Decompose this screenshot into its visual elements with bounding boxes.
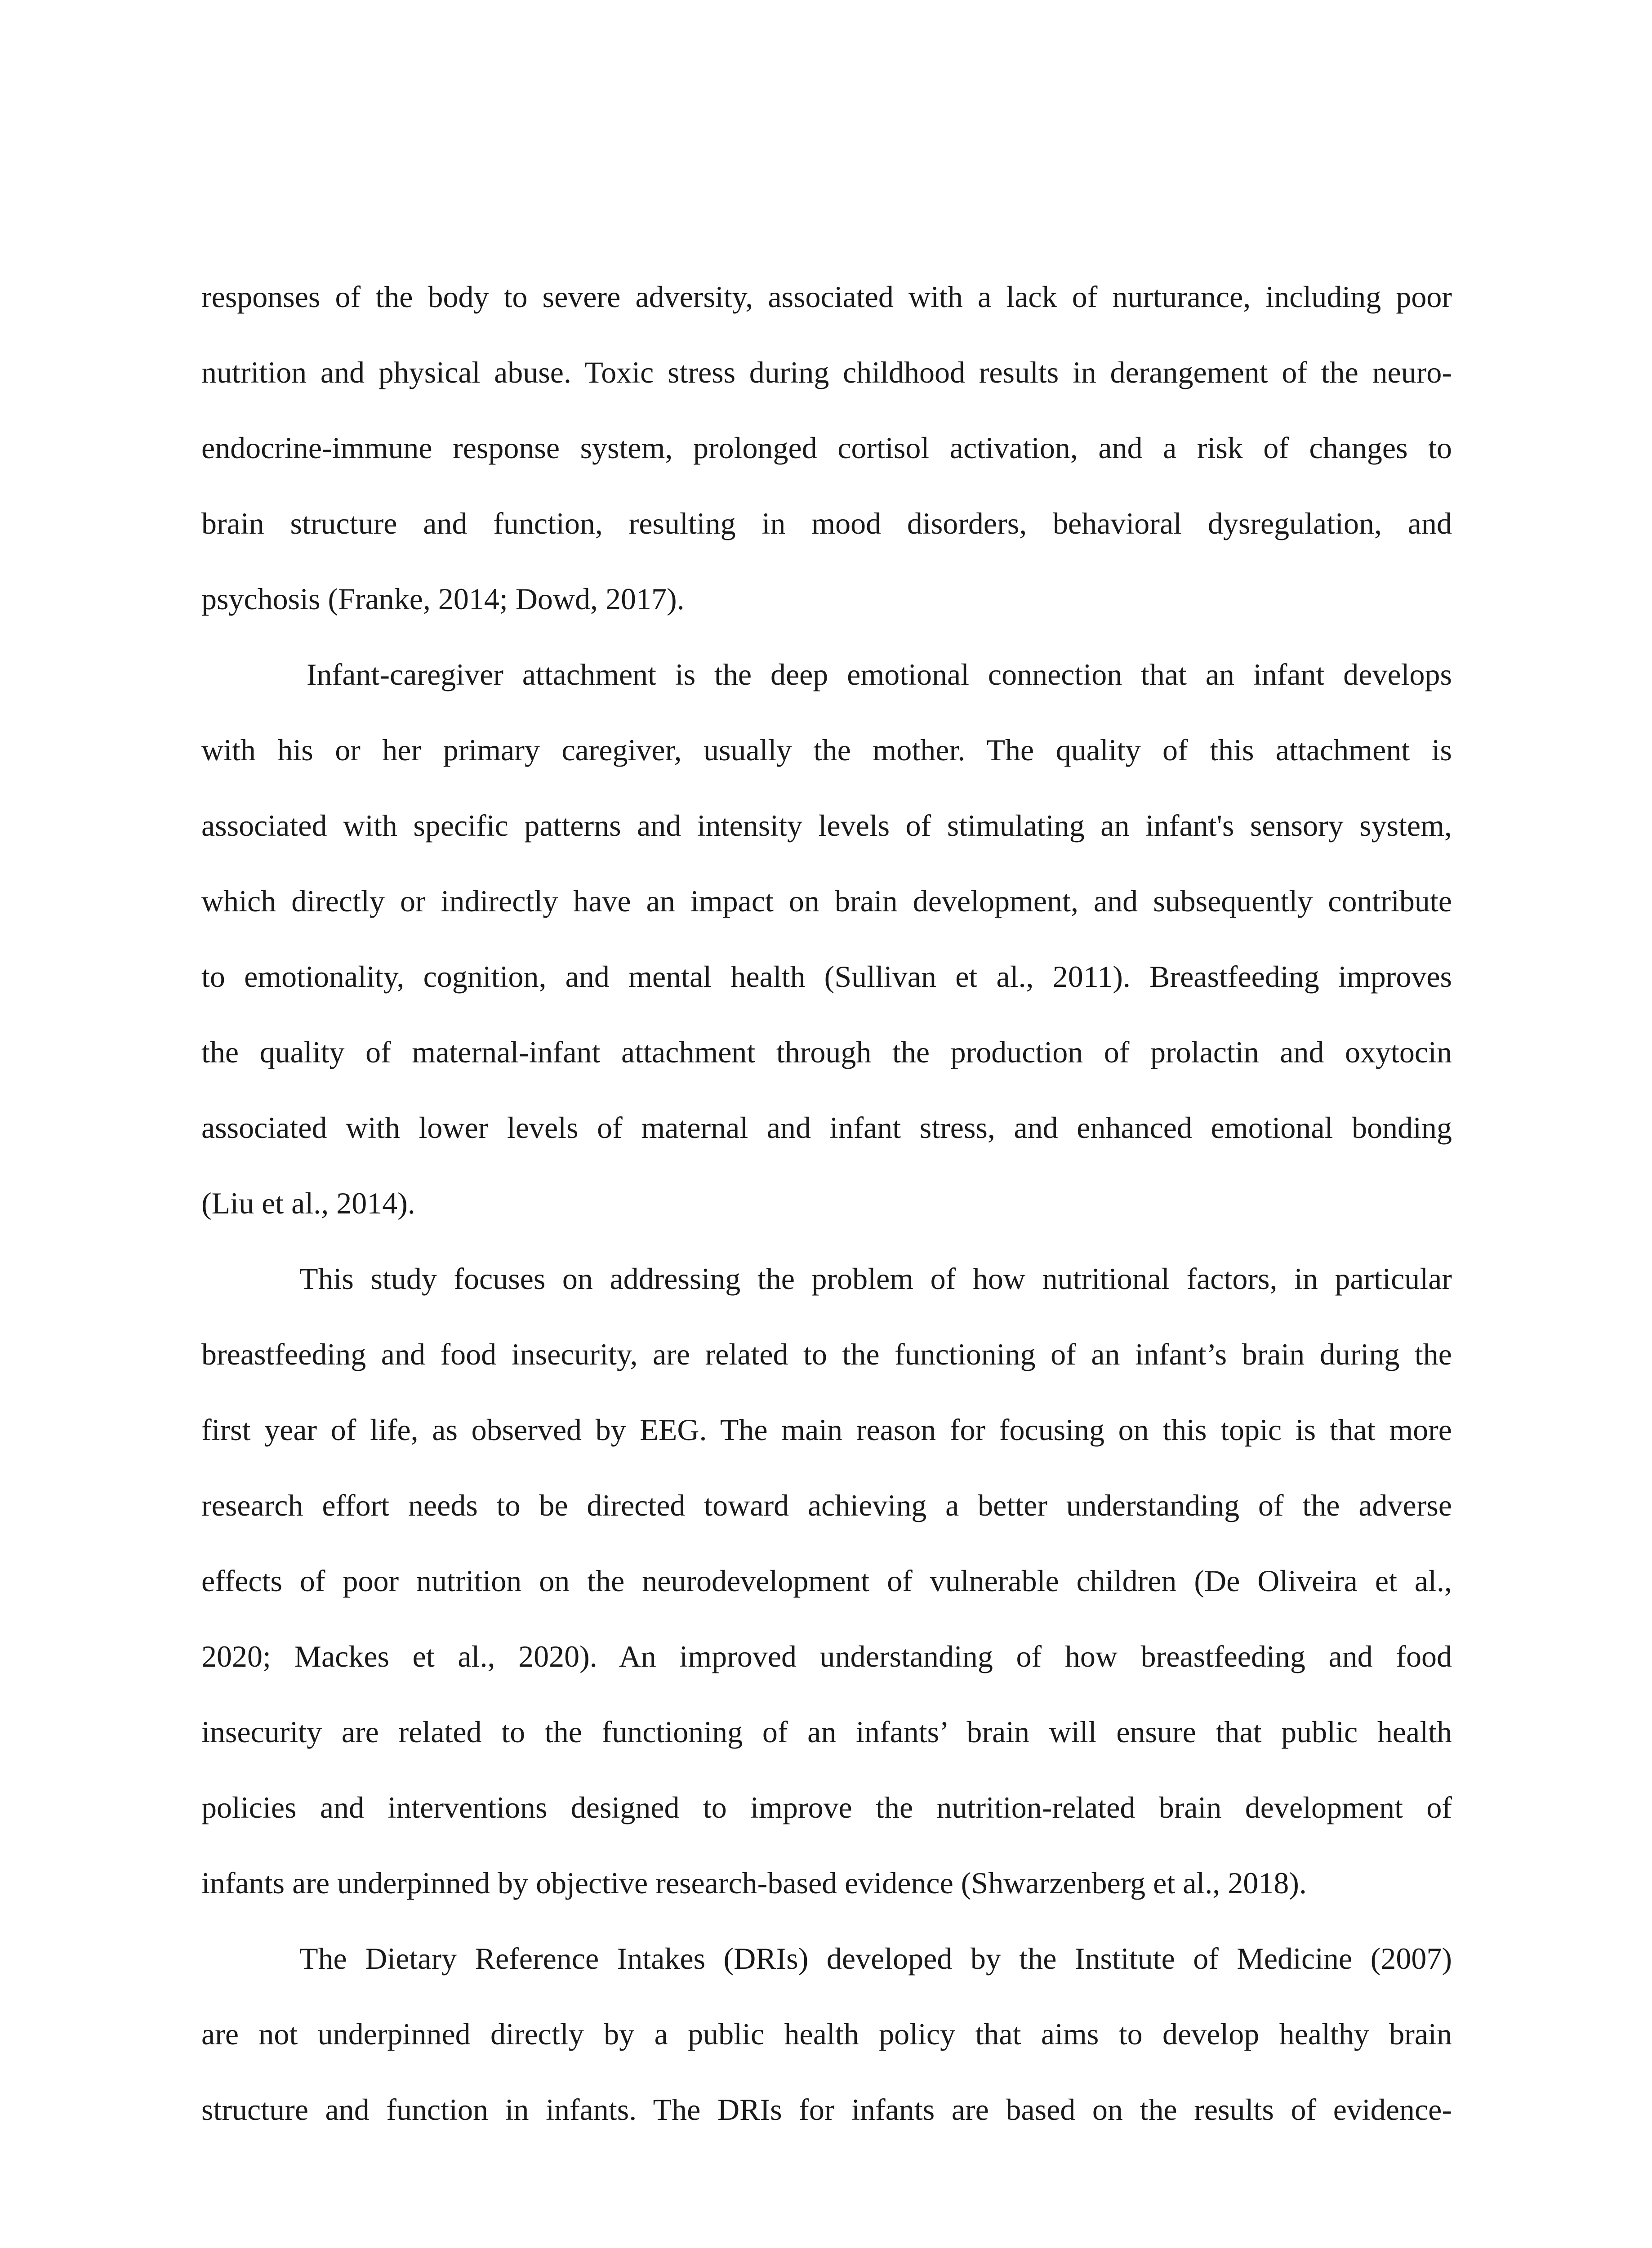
paragraph-first-line: This study focuses on addressing the problem of how nutritional factors, in particular: [299, 1262, 1452, 1296]
text-line: structure and function in infants. The DRIs for infants are based on the results of evidence-: [201, 2092, 1452, 2127]
text-line: endocrine-immune response system, prolonged cortisol activation, and a risk of changes to: [201, 431, 1452, 465]
text-line: nutrition and physical abuse. Toxic stress during childhood results in derangement of the neuro-: [201, 355, 1452, 389]
text-line: responses of the body to severe adversity, associated with a lack of nurturance, including poor: [201, 280, 1452, 314]
text-line: infants are underpinned by objective research-based evidence (Shwarzenberg et al., 2018).: [201, 1866, 1307, 1900]
text-line: which directly or indirectly have an impact on brain development, and subsequently contribute: [201, 884, 1452, 918]
text-line: 2020; Mackes et al., 2020). An improved understanding of how breastfeeding and food: [201, 1639, 1452, 1673]
paragraph-first-line: The Dietary Reference Intakes (DRIs) developed by the Institute of Medicine (2007): [299, 1941, 1452, 1976]
text-line: associated with specific patterns and intensity levels of stimulating an infant's sensory system,: [201, 808, 1452, 843]
text-line: policies and interventions designed to improve the nutrition-related brain development of: [201, 1790, 1452, 1824]
text-line: first year of life, as observed by EEG. The main reason for focusing on this topic is that more: [201, 1413, 1452, 1447]
text-line: with his or her primary caregiver, usually the mother. The quality of this attachment is: [201, 733, 1452, 767]
text-line: breastfeeding and food insecurity, are related to the functioning of an infant’s brain during the: [201, 1337, 1452, 1371]
text-line: are not underpinned directly by a public health policy that aims to develop healthy brain: [201, 2017, 1452, 2051]
text-line: effects of poor nutrition on the neurodevelopment of vulnerable children (De Oliveira et al.,: [201, 1564, 1452, 1598]
text-line: insecurity are related to the functioning of an infants’ brain will ensure that public health: [201, 1715, 1452, 1749]
text-line: the quality of maternal-infant attachment through the production of prolactin and oxytocin: [201, 1035, 1452, 1069]
paragraph-first-line: Infant-caregiver attachment is the deep emotional connection that an infant develops: [307, 657, 1452, 691]
text-line: brain structure and function, resulting in mood disorders, behavioral dysregulation, and: [201, 506, 1452, 540]
text-line: research effort needs to be directed toward achieving a better understanding of the adverse: [201, 1488, 1452, 1522]
text-line: associated with lower levels of maternal and infant stress, and enhanced emotional bonding: [201, 1111, 1452, 1145]
text-line: psychosis (Franke, 2014; Dowd, 2017).: [201, 582, 685, 616]
text-line: (Liu et al., 2014).: [201, 1186, 415, 1220]
text-line: to emotionality, cognition, and mental health (Sullivan et al., 2011). Breastfeeding improves: [201, 959, 1452, 994]
